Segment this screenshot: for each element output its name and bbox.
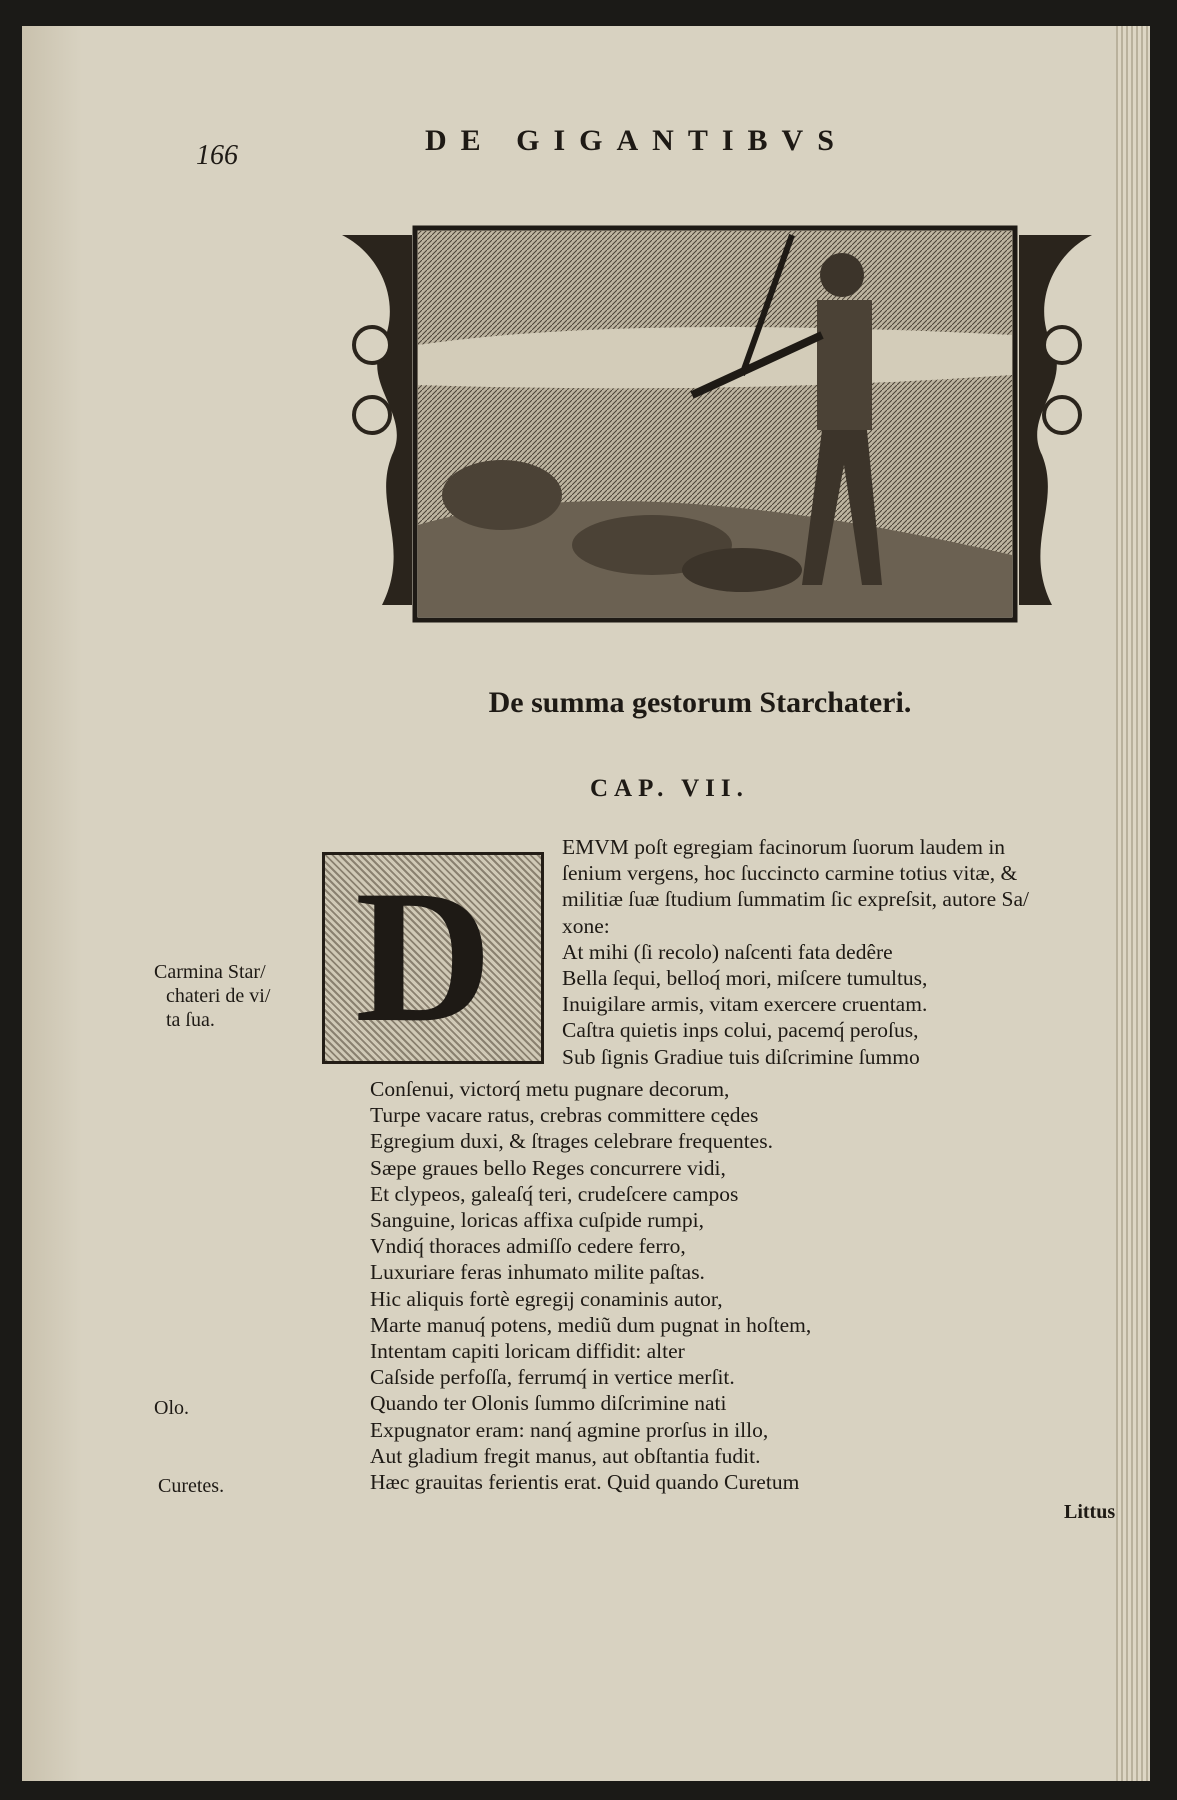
note-line: ta ſua.: [166, 1009, 215, 1031]
margin-note-olo: Olo.: [154, 1397, 189, 1419]
verse-line: Aut gladium fregit manus, aut obſtantia fudit.: [370, 1443, 761, 1468]
running-head: DE GIGANTIBVS: [425, 124, 848, 157]
text-line: EMVM poſt egregiam facinorum ſuorum laudem in: [562, 835, 1006, 859]
note-line: chateri de vi/: [166, 985, 271, 1007]
text-line: xone:: [562, 913, 610, 938]
page-number: 166: [196, 140, 238, 171]
verse-line: Sæpe graues bello Reges concurrere vidi,: [370, 1155, 726, 1180]
verse-line: Hæc grauitas ferientis erat. Quid quando Curetum: [370, 1470, 800, 1495]
verse-line: Bella ſequi, belloq́ mori, miſcere tumultus,: [562, 966, 928, 991]
decorated-initial: [322, 852, 544, 1064]
verse-line: Sub ſignis Gradiue tuis diſcrimine ſummo: [562, 1044, 920, 1069]
page-edges: [1116, 26, 1150, 1781]
verse-line: Egregium duxi, & ſtrages celebrare frequentes.: [370, 1129, 773, 1154]
left-ornament: [342, 235, 412, 605]
verse-line: Inuigilare armis, vitam exercere cruentam.: [562, 992, 928, 1017]
verse-line: Hic aliquis fortè egregij conaminis autor,: [370, 1286, 723, 1311]
drop-cap-letter: D: [355, 852, 493, 1062]
verse-line: Expugnator eram: nanq́ agmine prorſus in illo,: [370, 1417, 769, 1442]
gutter-shadow: [22, 26, 82, 1781]
verse-line: Marte manuq́ potens, mediũ dum pugnat in hoſtem,: [370, 1312, 812, 1337]
verse-line: Intentam capiti loricam diffidit: alter: [370, 1339, 685, 1364]
verse-block: [370, 1076, 811, 1495]
verse-line: Sanguine, loricas affixa cuſpide rumpi,: [370, 1208, 704, 1233]
margin-note-carmina: [154, 960, 270, 1032]
margin-note-curetes: Curetes.: [158, 1475, 225, 1497]
woodcut-illustration: [322, 225, 1112, 625]
verse-line: Vndiq́ thoraces admiſſo cedere ferro,: [370, 1234, 686, 1259]
verse-line: Et clypeos, galeaſq́ teri, crudeſcere campos: [370, 1181, 739, 1206]
verse-line: Luxuriare feras inhumato milite paſtas.: [370, 1260, 705, 1285]
note-line: Carmina Star/: [154, 961, 266, 983]
intro-paragraph: [562, 834, 1029, 1070]
text-line: ſenium vergens, hoc ſuccincto carmine totius vitæ, &: [562, 861, 1018, 886]
text-line: militiæ ſuæ ſtudium ſummatim ſic expreſsit, autore Sa/: [562, 887, 1029, 912]
verse-line: Turpe vacare ratus, crebras committere cędes: [370, 1103, 759, 1128]
chapter-title: De summa gestorum Starchateri.: [488, 686, 912, 719]
verse-line: Caſside perfoſſa, ferrumq́ in vertice merſit.: [370, 1365, 735, 1390]
verse-line: Caſtra quietis inps colui, pacemq́ peroſus,: [562, 1018, 919, 1043]
verse-line: Quando ter Olonis ſummo diſcrimine nati: [370, 1391, 727, 1416]
verse-line: At mihi (ſi recolo) naſcenti fata dedêre: [562, 939, 893, 964]
chapter-number: CAP. VII.: [590, 775, 749, 802]
verse-line: Conſenui, victorq́ metu pugnare decorum,: [370, 1077, 730, 1101]
catchword: Littus: [1064, 1501, 1116, 1523]
right-ornament: [1019, 235, 1092, 605]
